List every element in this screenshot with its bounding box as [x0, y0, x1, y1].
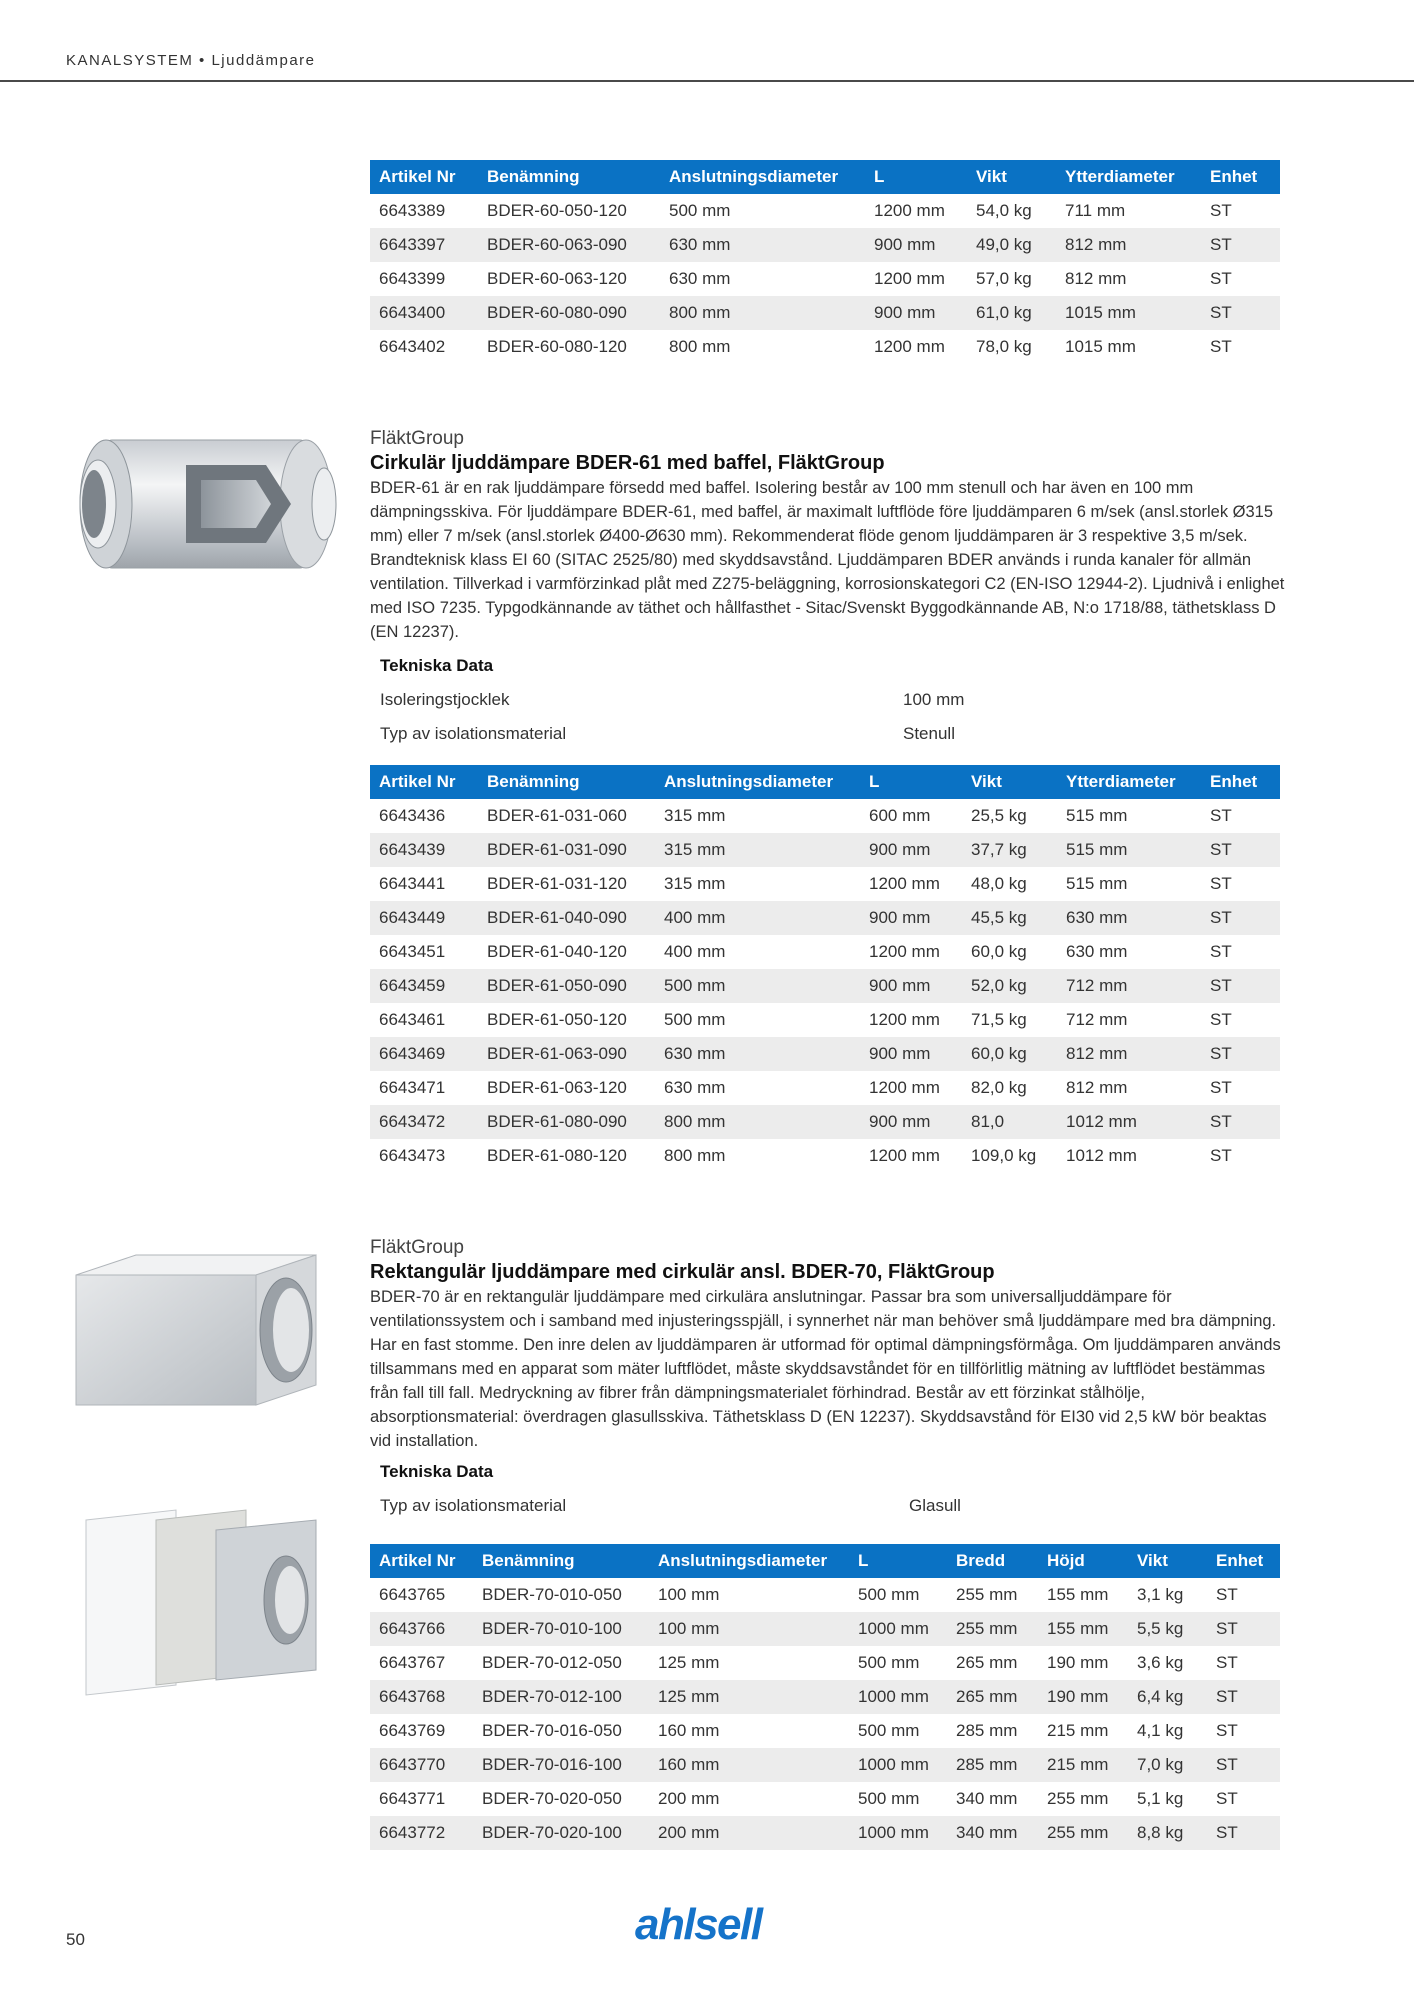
tech-label: Typ av isolationsmaterial — [380, 1496, 567, 1515]
table-cell: ST — [1216, 1653, 1238, 1672]
table-row — [370, 1816, 1280, 1850]
table-cell: BDER-70-010-100 — [473, 1612, 649, 1646]
table-cell: BDER-70-020-100 — [473, 1816, 649, 1850]
table-cell: 6,4 kg — [1128, 1680, 1207, 1714]
table-cell: BDER-70-020-050 — [482, 1789, 622, 1808]
table-cell: ST — [1210, 1146, 1232, 1165]
table-cell: 900 mm — [860, 1105, 962, 1139]
table-row — [370, 228, 1280, 262]
table-cell: 54,0 kg — [976, 201, 1032, 220]
table-cell: 630 mm — [655, 1037, 860, 1071]
table-cell: 400 mm — [655, 901, 860, 935]
table-row — [370, 1646, 1280, 1680]
column-header: Vikt — [967, 160, 1056, 194]
table-cell: 60,0 kg — [971, 942, 1027, 961]
table-cell: ST — [1210, 337, 1232, 356]
tech-data-heading: Tekniska Data — [380, 656, 494, 675]
table-cell: 500 mm — [669, 201, 731, 220]
tech-label: Isoleringstjocklek — [380, 690, 510, 709]
column-header: Enhet — [1201, 765, 1280, 799]
table-cell: 71,5 kg — [971, 1010, 1027, 1029]
table-row — [370, 296, 1280, 330]
table-cell: 6643471 — [379, 1078, 446, 1097]
table-cell: 900 mm — [860, 833, 962, 867]
table-cell: 7,0 kg — [1128, 1748, 1207, 1782]
table-cell: ST — [1210, 874, 1232, 893]
table-row — [370, 901, 1280, 935]
column-header: Artikel Nr — [370, 160, 478, 194]
column-header: Benämning — [478, 765, 655, 799]
table-cell: 400 mm — [664, 942, 726, 961]
table-row — [370, 194, 1280, 228]
table-row — [370, 1105, 1280, 1139]
table-cell: 6643399 — [379, 269, 446, 288]
table-cell: 6643400 — [370, 296, 478, 330]
table-cell: 630 mm — [669, 269, 731, 288]
table-cell: 52,0 kg — [962, 969, 1057, 1003]
table-cell: ST — [1201, 296, 1280, 330]
table-cell: 515 mm — [1066, 806, 1128, 825]
table-cell: 255 mm — [956, 1585, 1018, 1604]
table-cell: 315 mm — [664, 806, 726, 825]
table-cell: 712 mm — [1066, 1010, 1128, 1029]
table-cell: 500 mm — [655, 969, 860, 1003]
table-cell: 1200 mm — [874, 201, 945, 220]
table-cell: ST — [1207, 1680, 1280, 1714]
brand-label-2: FläktGroup — [370, 1237, 464, 1258]
table-cell: 48,0 kg — [971, 874, 1027, 893]
table-cell: 1200 mm — [869, 874, 940, 893]
column-header: Enhet — [1207, 1544, 1280, 1578]
table-cell: 500 mm — [858, 1585, 920, 1604]
table-cell: 1200 mm — [869, 1146, 940, 1165]
table-cell: 125 mm — [658, 1653, 720, 1672]
spec-table-bder-61 — [370, 765, 1280, 1173]
column-header: Anslutningsdiameter — [649, 1544, 849, 1578]
table-row — [370, 1748, 1280, 1782]
column-header: Anslutningsdiameter — [655, 765, 860, 799]
table-cell: 265 mm — [956, 1653, 1018, 1672]
table-cell: 630 mm — [664, 1078, 726, 1097]
table-cell: ST — [1207, 1748, 1280, 1782]
product-description-bder-70: BDER-70 är en rektangulär ljuddämpare med cirkulära anslutningar. Passar bra som universalljuddämpare för ventilationssystem och i samband med injusteringsspjäll, i synnerhet när man behöver små ljuddämpare med bra dämpning. Har en fast stomme. Den inre delen av ljuddämparen är utformad för optimal dämpningsförmåga. Om ljuddämparen används tillsammans med en apparat som mäter luftflödet, måste skyddsavståndet för en tillförlitlig mätning av luftflödet bestämmas från fall till fall. Medryckning av fibrer från dämpningsmaterialet förhindrad. Består av ett förzinkat stålhölje, absorptionsmaterial: överdragen glasullsskiva. Täthetsklass D (EN 12237). Skyddsavstånd för EI30 vid 2,5 kW bör beaktas vid installation. — [370, 1288, 1281, 1450]
product-image-bder-70 — [66, 1235, 336, 1450]
column-header: Höjd — [1038, 1544, 1128, 1578]
table-cell: 285 mm — [947, 1748, 1038, 1782]
table-cell: 285 mm — [956, 1721, 1018, 1740]
table-header-row — [370, 1544, 1280, 1578]
table-cell: BDER-61-040-120 — [487, 942, 627, 961]
table-cell: 1200 mm — [869, 942, 940, 961]
table-cell: 500 mm — [858, 1653, 920, 1672]
table-cell: 315 mm — [664, 874, 726, 893]
table-cell: 215 mm — [1038, 1748, 1128, 1782]
table-cell: 900 mm — [860, 901, 962, 935]
table-cell: 1200 mm — [874, 337, 945, 356]
table-cell: 812 mm — [1057, 1037, 1201, 1071]
table-cell: BDER-61-063-090 — [478, 1037, 655, 1071]
header-divider — [0, 80, 1414, 82]
tech-value: 100 mm — [903, 690, 965, 709]
table-row — [370, 1037, 1280, 1071]
table-cell: ST — [1201, 833, 1280, 867]
tech-row-insulation-material-2 — [380, 1496, 1280, 1516]
table-cell: 155 mm — [1038, 1612, 1128, 1646]
column-header: L — [849, 1544, 947, 1578]
column-header: Bredd — [947, 1544, 1038, 1578]
table-cell: BDER-60-063-120 — [487, 269, 627, 288]
table-cell: ST — [1210, 942, 1232, 961]
spec-table-bder-60 — [370, 160, 1280, 364]
table-row — [370, 867, 1280, 901]
table-row — [370, 1782, 1280, 1816]
table-cell: ST — [1210, 201, 1232, 220]
table-cell: 6643765 — [379, 1585, 446, 1604]
table-cell: 265 mm — [947, 1680, 1038, 1714]
table-cell: 155 mm — [1047, 1585, 1109, 1604]
product-image-bder-61 — [66, 425, 341, 580]
table-cell: 5,1 kg — [1137, 1789, 1184, 1808]
table-cell: 900 mm — [865, 228, 967, 262]
table-cell: 6643469 — [370, 1037, 478, 1071]
table-cell: 190 mm — [1047, 1653, 1109, 1672]
table-cell: BDER-70-016-050 — [482, 1721, 622, 1740]
table-cell: BDER-61-031-090 — [478, 833, 655, 867]
table-cell: 340 mm — [947, 1816, 1038, 1850]
table-cell: BDER-70-012-050 — [482, 1653, 622, 1672]
table-cell: ST — [1210, 1010, 1232, 1029]
table-cell: BDER-61-080-090 — [478, 1105, 655, 1139]
table-cell: 812 mm — [1065, 269, 1127, 288]
table-cell: 45,5 kg — [962, 901, 1057, 935]
table-cell: 61,0 kg — [967, 296, 1056, 330]
table-cell: ST — [1201, 901, 1280, 935]
table-cell: ST — [1207, 1816, 1280, 1850]
table-cell: 800 mm — [669, 337, 731, 356]
table-cell: 1200 mm — [869, 1078, 940, 1097]
table-cell: 200 mm — [658, 1789, 720, 1808]
product-image-bder-70-exploded — [66, 1500, 336, 1710]
table-cell: 711 mm — [1065, 201, 1126, 220]
column-header: Vikt — [1128, 1544, 1207, 1578]
tech-row-insulation-thickness — [380, 690, 1280, 710]
table-cell: 340 mm — [956, 1789, 1018, 1808]
table-cell: 100 mm — [658, 1585, 720, 1604]
column-header: Enhet — [1201, 160, 1280, 194]
table-cell: 57,0 kg — [976, 269, 1032, 288]
table-header-row — [370, 765, 1280, 799]
table-cell: 630 mm — [660, 228, 865, 262]
table-cell: 900 mm — [860, 1037, 962, 1071]
table-cell: 255 mm — [1038, 1816, 1128, 1850]
table-cell: ST — [1210, 806, 1232, 825]
table-row — [370, 1578, 1280, 1612]
product-description-bder-61: BDER-61 är en rak ljuddämpare försedd med baffel. Isolering består av 100 mm stenull och har även en 100 mm dämpningsskiva. För ljuddämpare BDER-61, med baffel, är maximalt luftflöde före ljuddämparen 6 m/sek (ansl.storlek Ø315 mm) eller 7 m/sek (ansl.storlek Ø400-Ø630 mm). Rekommenderat flöde genom ljuddämparen är 3 respektive 3,5 m/sek. Brandteknisk klass EI 60 (SITAC 2525/80) med skyddsavstånd. Ljuddämparen BDER används i runda kanaler för allmän ventilation. Tillverkad i varmförzinkad plåt med Z275-beläggning, korrosionskategori C2 (EN-ISO 12944-2). Ljudnivå i enlighet med ISO 7235. Typgodkännande av täthet och hållfasthet - Sitac/Svenskt Byggodkännande AB, N:o 1718/88, täthetsklass D (EN 12237). — [370, 479, 1285, 641]
table-cell: 6643772 — [370, 1816, 473, 1850]
table-cell: 1200 mm — [874, 269, 945, 288]
table-cell: 160 mm — [649, 1748, 849, 1782]
table-cell: 1012 mm — [1066, 1146, 1137, 1165]
table-cell: BDER-70-016-100 — [473, 1748, 649, 1782]
column-header: Benämning — [473, 1544, 649, 1578]
table-header-row — [370, 160, 1280, 194]
table-cell: ST — [1201, 1037, 1280, 1071]
table-cell: ST — [1216, 1789, 1238, 1808]
table-cell: BDER-60-080-090 — [478, 296, 660, 330]
spec-table-bder-70 — [370, 1544, 1280, 1850]
tech-row-insulation-material — [380, 724, 1280, 744]
table-cell: 8,8 kg — [1128, 1816, 1207, 1850]
tech-value: Stenull — [903, 724, 955, 743]
table-cell: 515 mm — [1066, 874, 1128, 893]
table-cell: 255 mm — [1047, 1789, 1109, 1808]
product-title-bder-61: Cirkulär ljuddämpare BDER-61 med baffel, FläktGroup — [370, 452, 885, 474]
table-cell: BDER-61-063-120 — [487, 1078, 627, 1097]
column-header: Ytterdiameter — [1056, 160, 1201, 194]
column-header: Anslutningsdiameter — [660, 160, 865, 194]
column-header: Benämning — [478, 160, 660, 194]
table-cell: 25,5 kg — [971, 806, 1027, 825]
table-cell: 1000 mm — [849, 1748, 947, 1782]
table-cell: 6643767 — [379, 1653, 446, 1672]
table-cell: 500 mm — [858, 1789, 920, 1808]
tech-label: Typ av isolationsmaterial — [380, 724, 567, 743]
column-header: L — [860, 765, 962, 799]
table-cell: 812 mm — [1056, 228, 1201, 262]
table-cell: 82,0 kg — [971, 1078, 1027, 1097]
table-cell: ST — [1210, 269, 1232, 288]
table-cell: 49,0 kg — [967, 228, 1056, 262]
table-cell: 3,6 kg — [1137, 1653, 1184, 1672]
table-cell: 6643461 — [379, 1010, 446, 1029]
table-cell: 100 mm — [649, 1612, 849, 1646]
table-cell: 1015 mm — [1065, 337, 1136, 356]
table-cell: 900 mm — [860, 969, 962, 1003]
table-cell: 190 mm — [1038, 1680, 1128, 1714]
table-cell: 630 mm — [1066, 942, 1128, 961]
table-cell: 6643769 — [379, 1721, 446, 1740]
table-cell: 1200 mm — [869, 1010, 940, 1029]
column-header: Ytterdiameter — [1057, 765, 1201, 799]
table-row — [370, 1612, 1280, 1646]
table-cell: ST — [1201, 228, 1280, 262]
table-cell: 1012 mm — [1057, 1105, 1201, 1139]
table-cell: 500 mm — [858, 1721, 920, 1740]
table-cell: 5,5 kg — [1128, 1612, 1207, 1646]
tech-value: Glasull — [909, 1496, 961, 1515]
table-cell: 4,1 kg — [1137, 1721, 1184, 1740]
table-cell: ST — [1201, 969, 1280, 1003]
table-cell: 800 mm — [664, 1146, 726, 1165]
column-header: Vikt — [962, 765, 1057, 799]
table-cell: 6643436 — [379, 806, 446, 825]
table-cell: 81,0 — [962, 1105, 1057, 1139]
table-cell: 712 mm — [1057, 969, 1201, 1003]
table-cell: 812 mm — [1066, 1078, 1128, 1097]
table-cell: 6643770 — [370, 1748, 473, 1782]
table-cell: 500 mm — [664, 1010, 726, 1029]
column-header: L — [865, 160, 967, 194]
table-cell: 3,1 kg — [1137, 1585, 1184, 1604]
product-title-bder-70: Rektangulär ljuddämpare med cirkulär ansl. BDER-70, FläktGroup — [370, 1261, 995, 1283]
table-cell: 800 mm — [660, 296, 865, 330]
table-cell: BDER-60-063-090 — [478, 228, 660, 262]
table-cell: ST — [1216, 1721, 1238, 1740]
section-header: KANALSYSTEM • Ljuddämpare — [66, 52, 316, 69]
page-number: 50 — [66, 1930, 85, 1949]
table-cell: BDER-60-050-120 — [487, 201, 627, 220]
table-cell: 1000 mm — [849, 1816, 947, 1850]
table-cell: 6643771 — [379, 1789, 446, 1808]
table-cell: 60,0 kg — [962, 1037, 1057, 1071]
table-cell: 215 mm — [1047, 1721, 1109, 1740]
table-cell: 6643472 — [370, 1105, 478, 1139]
table-cell: 6643402 — [379, 337, 446, 356]
table-cell: BDER-70-010-050 — [482, 1585, 622, 1604]
table-row — [370, 1680, 1280, 1714]
brand-label: FläktGroup — [370, 428, 464, 449]
table-cell: 160 mm — [658, 1721, 720, 1740]
ahlsell-logo: ahlsell — [635, 1900, 762, 1949]
table-row — [370, 935, 1280, 969]
table-cell: BDER-61-050-090 — [478, 969, 655, 1003]
table-cell: 315 mm — [655, 833, 860, 867]
tech-data-heading-2: Tekniska Data — [380, 1462, 494, 1481]
table-cell: BDER-61-031-060 — [487, 806, 627, 825]
table-cell: 1015 mm — [1056, 296, 1201, 330]
table-cell: 630 mm — [1057, 901, 1201, 935]
table-cell: BDER-70-012-100 — [473, 1680, 649, 1714]
table-cell: 109,0 kg — [971, 1146, 1037, 1165]
table-cell: 1000 mm — [849, 1680, 947, 1714]
table-cell: 1000 mm — [849, 1612, 947, 1646]
table-cell: 37,7 kg — [962, 833, 1057, 867]
table-row — [370, 969, 1280, 1003]
table-cell: 900 mm — [865, 296, 967, 330]
table-row — [370, 1139, 1280, 1173]
table-cell: BDER-61-031-120 — [487, 874, 627, 893]
table-cell: 6643397 — [370, 228, 478, 262]
table-cell: 6643459 — [370, 969, 478, 1003]
table-cell: 6643389 — [379, 201, 446, 220]
table-cell: 6643449 — [370, 901, 478, 935]
table-cell: BDER-61-050-120 — [487, 1010, 627, 1029]
table-cell: 6643768 — [370, 1680, 473, 1714]
table-cell: 6643441 — [379, 874, 446, 893]
table-cell: ST — [1207, 1612, 1280, 1646]
table-row — [370, 330, 1280, 364]
table-cell: 6643451 — [379, 942, 446, 961]
table-cell: 78,0 kg — [976, 337, 1032, 356]
table-row — [370, 262, 1280, 296]
table-cell: 800 mm — [655, 1105, 860, 1139]
table-row — [370, 1003, 1280, 1037]
table-cell: ST — [1210, 1078, 1232, 1097]
table-cell: ST — [1216, 1585, 1238, 1604]
table-row — [370, 799, 1280, 833]
table-row — [370, 1071, 1280, 1105]
table-cell: ST — [1201, 1105, 1280, 1139]
column-header: Artikel Nr — [370, 1544, 473, 1578]
table-cell: BDER-61-080-120 — [487, 1146, 627, 1165]
table-cell: 200 mm — [649, 1816, 849, 1850]
column-header: Artikel Nr — [370, 765, 478, 799]
table-row — [370, 1714, 1280, 1748]
table-cell: 600 mm — [869, 806, 931, 825]
table-cell: 515 mm — [1057, 833, 1201, 867]
table-cell: 125 mm — [649, 1680, 849, 1714]
table-cell: 6643473 — [379, 1146, 446, 1165]
table-cell: BDER-61-040-090 — [478, 901, 655, 935]
table-cell: 6643439 — [370, 833, 478, 867]
table-cell: 6643766 — [370, 1612, 473, 1646]
table-cell: BDER-60-080-120 — [487, 337, 627, 356]
table-row — [370, 833, 1280, 867]
table-cell: 255 mm — [947, 1612, 1038, 1646]
